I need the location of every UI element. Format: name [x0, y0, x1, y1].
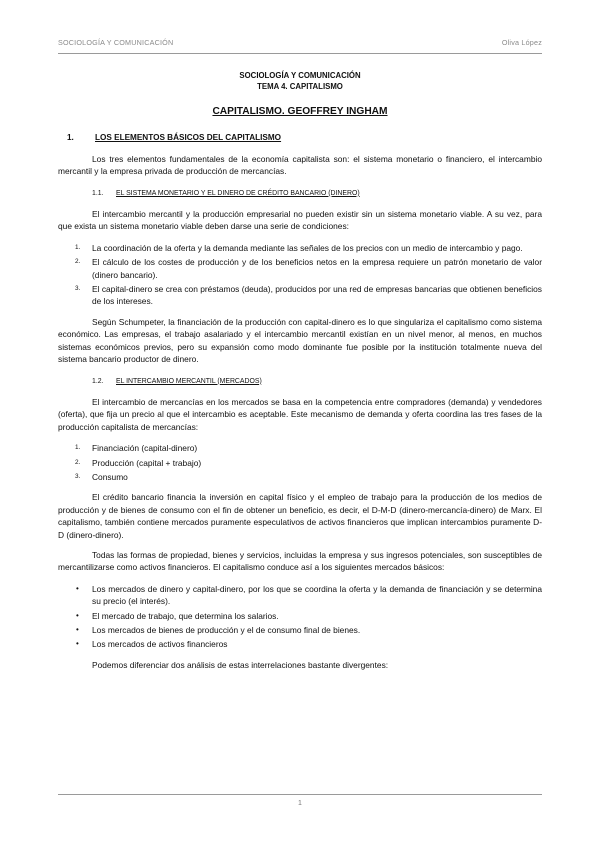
document-body	[58, 70, 542, 671]
paragraph: Todas las formas de propiedad, bienes y servicios, incluidas la empresa y sus ingresos potenciales, son susceptibles de mercantilizarse como activos financieros. El capitalismo conduce así a los siguientes mercados básicos:	[58, 549, 542, 573]
markets-list	[58, 583, 542, 651]
header-author: Oliva López	[501, 38, 542, 47]
list-marker: 2.	[75, 258, 81, 266]
paragraph: Podemos diferenciar dos análisis de estas interrelaciones bastante divergentes:	[92, 659, 389, 670]
list-item	[58, 256, 542, 281]
subsection-number: 1.1.	[92, 189, 104, 197]
phases-list	[58, 442, 542, 483]
list-item	[58, 457, 542, 469]
paragraph: Los tres elementos fundamentales de la economía capitalista son: el sistema monetario o financiero, el intercambio mercantil y la empresa privada de producción de mercancías.	[58, 153, 542, 177]
page-number: 1	[298, 800, 302, 807]
list-item-text: Los mercados de bienes de producción y el de consumo final de bienes.	[92, 625, 361, 635]
paragraph: El intercambio mercantil y la producción empresarial no pueden existir sin un sistema monetario viable. A su vez, para que exista un sistema monetario viable deben darse una serie de condiciones:	[58, 209, 542, 232]
subsection-heading	[58, 188, 542, 200]
header-divider	[58, 53, 542, 54]
list-marker: 2.	[75, 458, 81, 466]
list-marker: 3.	[75, 285, 81, 293]
bullet-icon: •	[76, 583, 79, 593]
section-heading	[58, 132, 542, 144]
bullet-icon: •	[76, 610, 79, 620]
subsection-title: EL INTERCAMBIO MERCANTIL (MERCADOS)	[116, 377, 262, 385]
list-marker: 1.	[75, 243, 81, 251]
page-header	[58, 38, 542, 52]
list-item-text: Los mercados de dinero y capital-dinero, por los que se coordina la oferta y la demanda de financiación y se determina su precio (el interés).	[92, 583, 542, 607]
list-item	[58, 610, 542, 622]
list-item	[58, 583, 542, 608]
list-item	[58, 624, 542, 636]
paragraph: Según Schumpeter, la financiación de la producción con capital-dinero es lo que singulariza el capitalismo como sistema económico. Las empresas, el trabajo asalariado y el intercambio mercantil existían en un nivel menor, al menos, en muchos sistemas económicos previos, pero su expansión como modo dominante fue posible por la institución totalmente nueva del sistema bancario productor de dinero.	[58, 316, 542, 365]
list-item-text: El cálculo de los costes de producción y de los beneficios netos en la empresa requiere un patrón monetario de valor (dinero bancario).	[92, 257, 542, 280]
section-number: 1.	[67, 133, 74, 143]
subsection-title: EL SISTEMA MONETARIO Y EL DINERO DE CRÉDITO BANCARIO (DINERO)	[116, 189, 360, 197]
paragraph: El intercambio de mercancías en los mercados se basa en la competencia entre compradores (demanda) y vendedores (oferta), que fija un precio al que el intercambio es aceptable. Este mecanismo de demanda y oferta coordina las tres fases de la producción capitalista de mercancías:	[58, 396, 542, 432]
main-title: CAPITALISMO. GEOFFREY INGHAM	[212, 106, 388, 117]
list-item-text: El mercado de trabajo, que determina los salarios.	[92, 610, 279, 621]
list-item	[58, 242, 542, 254]
header-course: SOCIOLOGÍA Y COMUNICACIÓN	[58, 38, 174, 47]
paragraph: El crédito bancario financia la inversión en capital físico y el empleo de trabajo para la producción de los medios de producción y de bienes de consumo con el fin de obtener un beneficio, es decir, el D-M-D (dinero-mercancía-dinero) de Marx. El capitalismo, también contiene mercados puramente especulativos de activos financieros que implican intercambios puramente D-D (dinero-dinero).	[58, 492, 542, 540]
list-item-text: El capital-dinero se crea con préstamos (deuda), producidos por una red de empresas bancarias que obtienen beneficios de los intereses.	[92, 284, 542, 307]
bullet-icon: •	[76, 625, 79, 634]
section-title: LOS ELEMENTOS BÁSICOS DEL CAPITALISMO	[95, 133, 282, 143]
list-item-text: Consumo	[92, 471, 128, 482]
list-item-text: Financiación (capital-dinero)	[92, 443, 198, 454]
list-item-text: Los mercados de activos financieros	[92, 639, 228, 650]
list-item	[58, 283, 542, 308]
list-item	[58, 638, 542, 650]
bullet-icon: •	[76, 639, 79, 649]
list-item	[58, 471, 542, 483]
list-marker: 3.	[75, 472, 81, 480]
subsection-number: 1.2.	[92, 377, 104, 385]
list-marker: 1.	[75, 444, 81, 452]
conditions-list	[58, 242, 542, 308]
list-item-text: La coordinación de la oferta y la demanda mediante las señales de los precios con un medio de intercambio y pago.	[92, 242, 523, 253]
topic-title: TEMA 4. CAPITALISMO	[257, 82, 343, 91]
footer-divider	[58, 794, 542, 795]
course-title: SOCIOLOGÍA Y COMUNICACIÓN	[239, 71, 361, 80]
list-item-text: Producción (capital + trabajo)	[92, 457, 202, 468]
subsection-heading	[58, 376, 542, 388]
list-item	[58, 442, 542, 454]
